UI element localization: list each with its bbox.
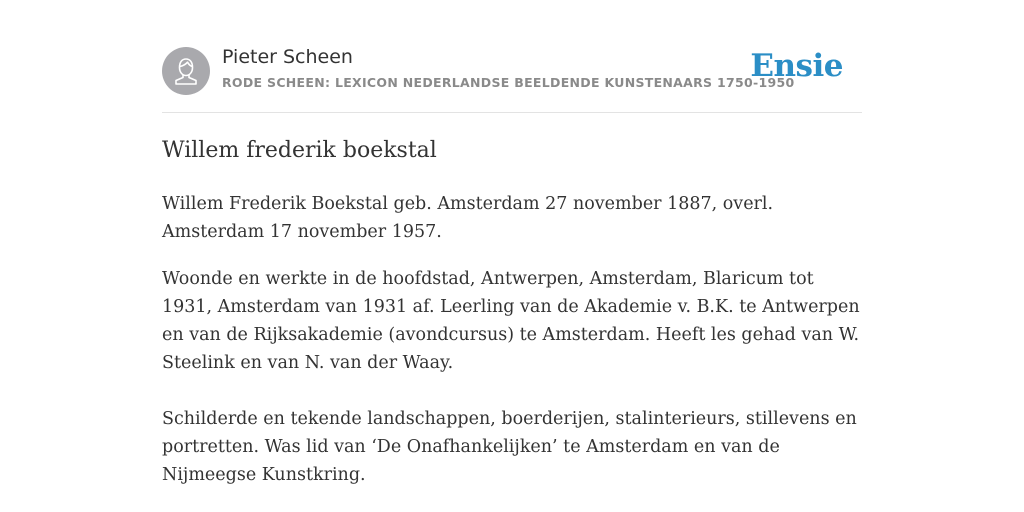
- page-container: [162, 0, 862, 485]
- avatar[interactable]: [162, 47, 210, 95]
- article-paragraph-1: Willem Frederik Boekstal geb. Amsterdam 27 november 1887, overl. Amsterdam 17 november 1957.: [162, 194, 774, 242]
- article-body: [162, 190, 862, 489]
- article-paragraph-2: Woonde en werkte in de hoofdstad, Antwerpen, Amsterdam, Blaricum tot 1931, Amsterdam van 1931 af. Leerling van de Akademie v. B.K. te Antwerpen en van de Rijksakademie (avondcursus) te Amsterdam. Heeft les gehad van W. Steelink en van N. van der Waay.: [162, 269, 860, 373]
- source-publication[interactable]: RODE SCHEEN: LEXICON NEDERLANDSE BEELDENDE KUNSTENAARS 1750-1950: [222, 75, 795, 90]
- article-header: [162, 0, 862, 113]
- author-name[interactable]: Pieter Scheen: [222, 46, 353, 68]
- person-silhouette-icon: [162, 47, 210, 95]
- page-title: Willem frederik boekstal: [162, 138, 437, 163]
- ensie-logo[interactable]: Ensie: [750, 48, 843, 84]
- article-paragraph-3: Schilderde en tekende landschappen, boerderijen, stalinterieurs, stillevens en portretten. Was lid van ‘De Onafhankelijken’ te Amsterdam en van de Nijmeegse Kunstkring.: [162, 409, 857, 485]
